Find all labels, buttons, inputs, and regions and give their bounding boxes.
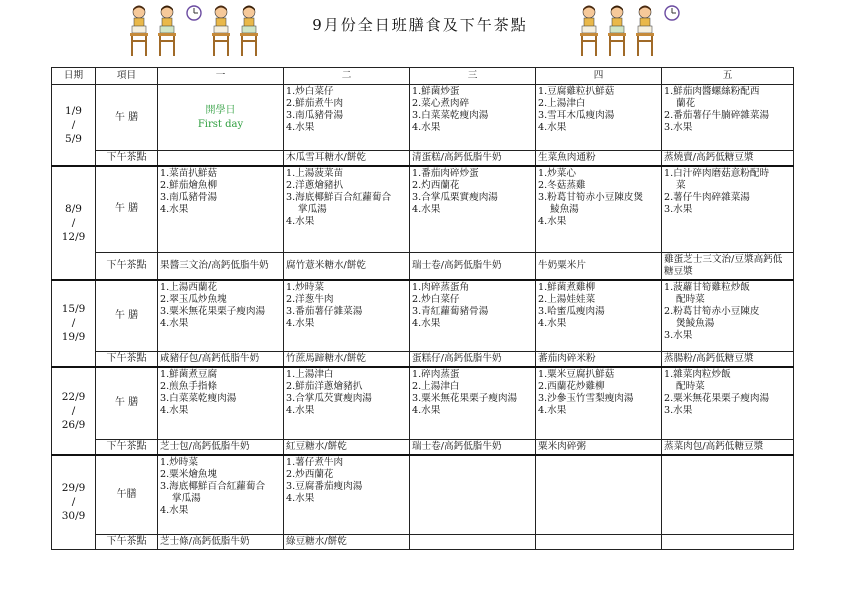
day-header-wed: 三 xyxy=(410,68,536,85)
menu-item: 煲鯪魚湯 xyxy=(676,317,715,329)
lunch-cell xyxy=(158,166,284,252)
menu-item: 3.番茄薯仔雜菜湯 xyxy=(286,305,363,317)
menu-item: 3.南瓜豬骨湯 xyxy=(160,192,218,203)
week-date-line: / xyxy=(71,496,76,509)
snack-cell: 芝士包/高鈣低脂牛奶 xyxy=(158,439,284,455)
lunch-label: 午 膳 xyxy=(96,367,158,439)
snack-cell: 蕃茄肉碎米粉 xyxy=(536,352,662,368)
menu-item: 2.粉葛甘筍赤小豆陳皮 xyxy=(664,305,760,317)
menu-item: 1.鮮菌煮雞柳 xyxy=(538,281,596,293)
menu-item: 2.西蘭花炒雞柳 xyxy=(538,381,605,392)
menu-item: 1.肉碎蒸蛋角 xyxy=(412,281,470,293)
menu-item: 2.上湯娃娃菜 xyxy=(538,293,596,305)
week-date-line: 1/9 xyxy=(65,105,82,117)
menu-item: 2.鮮茄煮牛肉 xyxy=(286,98,344,109)
week-date-line: 8/9 xyxy=(65,202,82,215)
menu-item: 2.鮮茄燴魚柳 xyxy=(160,180,218,191)
menu-item: 掌瓜湯 xyxy=(298,204,327,215)
lunch-cell xyxy=(158,455,284,535)
lunch-cell xyxy=(662,280,794,352)
menu-item: 4.水果 xyxy=(160,504,189,516)
menu-item: 配時菜 xyxy=(676,293,705,305)
child-reading-icon xyxy=(578,4,600,58)
menu-item: 菜 xyxy=(676,180,686,191)
snack-label: 下午茶點 xyxy=(96,439,158,455)
snack-cell: 瑞士卷/高鈣低脂牛奶 xyxy=(410,252,536,280)
menu-item: 4.水果 xyxy=(412,317,441,329)
week-snack-row xyxy=(52,151,794,167)
snack-cell: 竹蔗馬蹄糖水/餅乾 xyxy=(284,352,410,368)
menu-item: 1.炒時菜 xyxy=(160,456,198,468)
menu-item: 1.碎肉蒸蛋 xyxy=(412,369,460,380)
menu-item: 3.哈蜜瓜瘦肉湯 xyxy=(538,305,605,317)
snack-cell: 腐竹薏米糖水/餅乾 xyxy=(284,252,410,280)
lunch-cell xyxy=(284,455,410,535)
page-header xyxy=(0,0,842,64)
lunch-cell xyxy=(536,166,662,252)
menu-item: 4.水果 xyxy=(538,405,567,416)
menu-item: 4.水果 xyxy=(538,317,567,329)
menu-item: 4.水果 xyxy=(286,122,315,133)
week-date xyxy=(52,367,96,455)
child-reading-icon xyxy=(128,4,150,58)
day-header-mon: 一 xyxy=(158,68,284,85)
child-reading-icon xyxy=(156,4,178,58)
child-reading-icon xyxy=(634,4,656,58)
lunch-cell xyxy=(662,455,794,535)
snack-cell: 生菜魚肉通粉 xyxy=(536,151,662,167)
week-date-line: 26/9 xyxy=(61,418,86,431)
snack-cell xyxy=(536,535,662,550)
snack-cell: 蒸腸粉/高鈣低糖豆漿 xyxy=(662,352,794,368)
menu-item: 2.粟米燴魚塊 xyxy=(160,468,218,480)
snack-cell: 雞蛋芝士三文治/豆漿高鈣低糖豆漿 xyxy=(662,252,794,280)
menu-item: 3.南瓜豬骨湯 xyxy=(286,110,344,121)
menu-item: 4.水果 xyxy=(286,317,315,329)
lunch-cell xyxy=(662,367,794,439)
menu-table xyxy=(51,67,794,550)
holiday-note: First day xyxy=(197,118,244,130)
week-date xyxy=(52,166,96,280)
snack-cell xyxy=(662,535,794,550)
menu-item: 1.鮮菌煮豆腐 xyxy=(160,369,218,380)
menu-item: 1.炒白菜仔 xyxy=(286,86,334,97)
day-header-fri: 五 xyxy=(662,68,794,85)
holiday-note: 開學日 xyxy=(205,104,236,116)
lunch-cell xyxy=(662,166,794,252)
menu-item: 3.白菜菜乾瘦肉湯 xyxy=(160,393,237,404)
snack-cell: 蛋糕仔/高鈣低脂牛奶 xyxy=(410,352,536,368)
snack-cell: 綠豆糖水/餅乾 xyxy=(284,535,410,550)
week-snack-row xyxy=(52,439,794,455)
menu-item: 2.灼西蘭花 xyxy=(412,180,460,191)
week-snack-row xyxy=(52,252,794,280)
menu-item: 1.鮮茄肉醬螺絲粉配西 xyxy=(664,86,760,97)
week-lunch-row xyxy=(52,280,794,352)
menu-item: 4.水果 xyxy=(286,216,315,227)
snack-cell: 粟米肉碎粥 xyxy=(536,439,662,455)
menu-item: 3.水果 xyxy=(664,204,693,215)
menu-item: 2.上湯津白 xyxy=(538,98,586,109)
menu-item: 3.水果 xyxy=(664,329,693,341)
week-date xyxy=(52,455,96,550)
lunch-cell xyxy=(536,85,662,151)
menu-item: 3.雪耳木瓜瘦肉湯 xyxy=(538,110,615,121)
snack-cell: 瑞士卷/高鈣低脂牛奶 xyxy=(410,439,536,455)
snack-label: 下午茶點 xyxy=(96,352,158,368)
week-lunch-row xyxy=(52,367,794,439)
menu-item: 1.薯仔煮牛肉 xyxy=(286,456,344,468)
menu-item: 3.粉葛甘筍赤小豆陳皮煲 xyxy=(538,192,644,203)
child-reading-icon xyxy=(210,4,232,58)
snack-label: 下午茶點 xyxy=(96,252,158,280)
lunch-cell xyxy=(536,367,662,439)
menu-item: 1.上湯菠菜苗 xyxy=(286,168,344,179)
menu-item: 4.水果 xyxy=(538,122,567,133)
menu-item: 掌瓜湯 xyxy=(172,492,201,504)
menu-item: 3.合掌瓜栗實瘦肉湯 xyxy=(412,192,498,203)
child-reading-icon xyxy=(238,4,260,58)
week-snack-row xyxy=(52,352,794,368)
menu-item: 4.水果 xyxy=(160,204,189,215)
menu-item: 4.水果 xyxy=(412,405,441,416)
lunch-cell xyxy=(410,455,536,535)
item-header: 項目 xyxy=(96,68,158,85)
menu-item: 4.水果 xyxy=(160,317,189,329)
snack-cell: 木瓜雪耳糖水/餅乾 xyxy=(284,151,410,167)
lunch-cell xyxy=(284,85,410,151)
lunch-cell xyxy=(284,280,410,352)
menu-item: 1.上湯西蘭花 xyxy=(160,281,218,293)
menu-item: 2.洋葱牛肉 xyxy=(286,293,334,305)
snack-cell: 清蛋糕/高鈣低脂牛奶 xyxy=(410,151,536,167)
snack-cell: 咸豬仔包/高鈣低脂牛奶 xyxy=(158,352,284,368)
lunch-cell xyxy=(410,280,536,352)
week-date-line: 22/9 xyxy=(61,390,86,403)
lunch-cell xyxy=(158,280,284,352)
menu-item: 蘭花 xyxy=(676,98,696,109)
week-date-line: / xyxy=(71,317,76,330)
week-date-line: / xyxy=(71,119,76,131)
menu-item: 2.翠玉瓜炒魚塊 xyxy=(160,293,227,305)
menu-item: 3.水果 xyxy=(664,405,693,416)
menu-item: 3.豆腐番茄瘦肉湯 xyxy=(286,480,363,492)
menu-item: 3.白菜菜乾瘦肉湯 xyxy=(412,110,489,121)
kids-illustration-left xyxy=(128,4,260,60)
snack-cell: 蒸燒賣/高鈣低糖豆漿 xyxy=(662,151,794,167)
menu-item: 2.煎魚手指條 xyxy=(160,381,218,392)
menu-item: 3.粟米無花果栗子瘦肉湯 xyxy=(412,393,518,404)
menu-item: 1.炒菜心 xyxy=(538,168,576,179)
lunch-cell xyxy=(536,455,662,535)
child-reading-icon xyxy=(606,4,628,58)
week-date xyxy=(52,85,96,167)
menu-item: 1.鮮菌炒蛋 xyxy=(412,86,460,97)
lunch-cell xyxy=(158,85,284,151)
menu-item: 1.雜菜肉粒炒飯 xyxy=(664,369,731,380)
menu-item: 4.水果 xyxy=(160,405,189,416)
week-date-line: 19/9 xyxy=(61,331,86,344)
snack-label: 下午茶點 xyxy=(96,151,158,167)
menu-item: 3.粟米無花果栗子瘦肉湯 xyxy=(160,305,266,317)
menu-item: 4.水果 xyxy=(286,405,315,416)
snack-cell: 蒸菜肉包/高鈣低糖豆漿 xyxy=(662,439,794,455)
kids-illustration-right xyxy=(578,4,682,60)
week-lunch-row xyxy=(52,455,794,535)
menu-item: 3.海底椰鮮百合紅蘿蔔合 xyxy=(160,480,266,492)
snack-cell: 紅豆糖水/餅乾 xyxy=(284,439,410,455)
week-date-line: 15/9 xyxy=(61,303,86,316)
menu-item: 3.水果 xyxy=(664,122,693,133)
week-date xyxy=(52,280,96,368)
lunch-cell xyxy=(536,280,662,352)
lunch-label: 午 膳 xyxy=(96,280,158,352)
week-date-line: 30/9 xyxy=(61,510,86,523)
menu-item: 3.青紅蘿蔔豬骨湯 xyxy=(412,305,489,317)
week-date-line: / xyxy=(71,404,76,417)
week-date-line: 12/9 xyxy=(61,230,86,243)
menu-item: 2.上湯津白 xyxy=(412,381,460,392)
snack-cell: 牛奶粟米片 xyxy=(536,252,662,280)
lunch-cell xyxy=(158,367,284,439)
menu-item: 3.沙參玉竹雪梨瘦肉湯 xyxy=(538,393,634,404)
menu-item: 2.番茄薯仔牛腩碎雜菜湯 xyxy=(664,110,770,121)
menu-item: 3.合掌瓜芡實瘦肉湯 xyxy=(286,393,372,404)
menu-item: 1.粟米豆腐扒鮮菇 xyxy=(538,369,615,380)
lunch-cell xyxy=(284,367,410,439)
menu-item: 1.上湯津白 xyxy=(286,369,334,380)
menu-item: 1.菠蘿甘筍雞粒炒飯 xyxy=(664,281,750,293)
snack-cell xyxy=(158,151,284,167)
menu-item: 4.水果 xyxy=(412,204,441,215)
week-date-line: / xyxy=(71,216,76,229)
menu-item: 2.炒白菜仔 xyxy=(412,293,460,305)
menu-item: 1.炒時菜 xyxy=(286,281,324,293)
menu-item: 1.番茄肉碎炒蛋 xyxy=(412,168,479,179)
date-header: 日期 xyxy=(52,68,96,85)
menu-item: 1.菜苗扒鮮菇 xyxy=(160,168,218,179)
snack-label: 下午茶點 xyxy=(96,535,158,550)
lunch-cell xyxy=(410,85,536,151)
lunch-cell xyxy=(410,367,536,439)
lunch-label: 午 膳 xyxy=(96,85,158,151)
snack-cell: 芝士條/高鈣低脂牛奶 xyxy=(158,535,284,550)
week-snack-row xyxy=(52,535,794,550)
day-header-tue: 二 xyxy=(284,68,410,85)
lunch-label: 午膳 xyxy=(96,455,158,535)
week-lunch-row xyxy=(52,85,794,151)
header-row xyxy=(52,68,794,85)
menu-item: 4.水果 xyxy=(286,492,315,504)
menu-item: 2.菜心煮肉碎 xyxy=(412,98,470,109)
week-lunch-row xyxy=(52,166,794,252)
clock-icon xyxy=(184,4,204,58)
menu-item: 4.水果 xyxy=(412,122,441,133)
menu-item: 3.海底椰鮮百合紅蘿蔔合 xyxy=(286,192,392,203)
lunch-cell xyxy=(662,85,794,151)
day-header-thu: 四 xyxy=(536,68,662,85)
menu-item: 1.豆腐雞粒扒鮮菇 xyxy=(538,86,615,97)
week-date-line: 29/9 xyxy=(61,482,86,495)
menu-item: 2.粟米無花果栗子瘦肉湯 xyxy=(664,393,770,404)
menu-item: 2.薯仔牛肉碎雜菜湯 xyxy=(664,192,750,203)
menu-item: 2.炒西蘭花 xyxy=(286,468,334,480)
snack-cell xyxy=(410,535,536,550)
clock-icon xyxy=(662,4,682,58)
snack-cell: 果醬三文治/高鈣低脂牛奶 xyxy=(158,252,284,280)
menu-item: 1.白汁碎肉磨菇意粉配時 xyxy=(664,168,770,179)
page-title: 9月份全日班膳食及下午茶點 xyxy=(312,16,528,34)
menu-item: 2.鮮茄洋蔥燴豬扒 xyxy=(286,381,363,392)
menu-item: 2.冬菇蒸雞 xyxy=(538,180,586,191)
lunch-cell xyxy=(410,166,536,252)
menu-item: 2.洋蔥燴豬扒 xyxy=(286,180,344,191)
menu-item: 鯪魚湯 xyxy=(550,204,579,215)
lunch-label: 午 膳 xyxy=(96,166,158,252)
lunch-cell xyxy=(284,166,410,252)
week-date-line: 5/9 xyxy=(65,133,82,145)
menu-item: 4.水果 xyxy=(538,216,567,227)
menu-item: 配時菜 xyxy=(676,381,705,392)
